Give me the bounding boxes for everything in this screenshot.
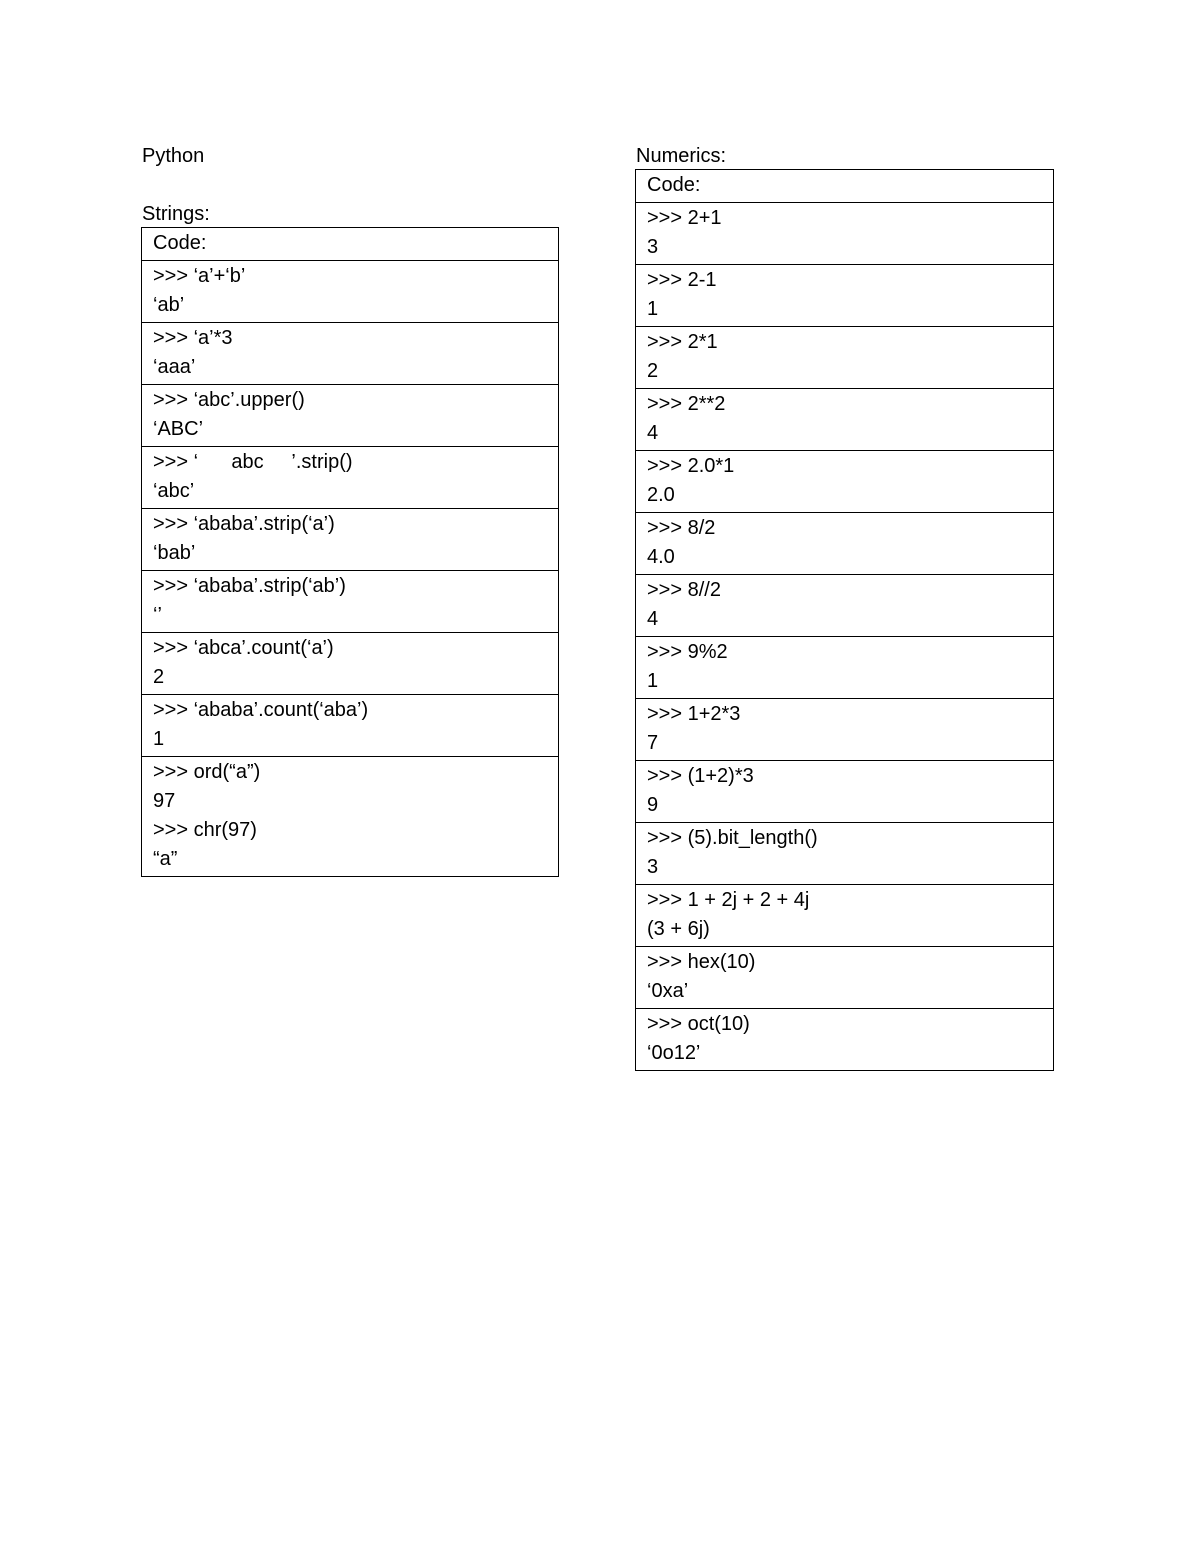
code-input: >>> chr(97) — [153, 819, 257, 841]
table-header-cell — [142, 228, 559, 261]
code-output: (3 + 6j) — [647, 918, 710, 940]
code-output: 7 — [647, 732, 659, 754]
code-input: >>> 8//2 — [647, 579, 721, 601]
table-row — [636, 637, 1054, 699]
table-row — [636, 513, 1054, 575]
numerics-table — [635, 169, 1054, 1071]
code-output: 2.0 — [647, 484, 675, 506]
code-output: “a” — [153, 848, 178, 870]
code-input: >>> hex(10) — [647, 951, 756, 973]
code-output: 3 — [647, 856, 659, 878]
code-input: >>> 2*1 — [647, 331, 718, 353]
code-input: >>> ‘a’+‘b’ — [153, 265, 246, 287]
code-cell — [636, 513, 1054, 575]
code-cell — [636, 761, 1054, 823]
code-output: 97 — [153, 790, 176, 812]
code-input: >>> oct(10) — [647, 1013, 750, 1035]
table-row — [142, 261, 559, 323]
code-cell — [636, 1009, 1054, 1071]
code-output: 1 — [647, 670, 659, 692]
code-input: >>> (5).bit_length() — [647, 827, 818, 849]
code-output: ‘’ — [153, 604, 162, 626]
table-row — [142, 385, 559, 447]
table-row — [142, 633, 559, 695]
code-cell — [636, 823, 1054, 885]
code-input: >>> ‘ababa’.strip(‘a’) — [153, 513, 335, 535]
table-row — [636, 823, 1054, 885]
code-cell — [142, 571, 559, 633]
code-input: >>> ‘ababa’.count(‘aba’) — [153, 699, 369, 721]
code-output: 2 — [153, 666, 165, 688]
code-cell — [142, 323, 559, 385]
table-header-cell — [636, 170, 1054, 203]
table-row — [636, 451, 1054, 513]
table-header-row — [636, 170, 1054, 203]
numerics-heading: Numerics: — [636, 145, 727, 167]
code-cell — [636, 575, 1054, 637]
code-output: ‘0o12’ — [647, 1042, 701, 1064]
code-output: 3 — [647, 236, 659, 258]
code-output: 2 — [647, 360, 659, 382]
code-input: >>> ‘abca’.count(‘a’) — [153, 637, 334, 659]
table-row — [636, 203, 1054, 265]
code-output: ‘bab’ — [153, 542, 196, 564]
code-cell — [636, 699, 1054, 761]
code-input: >>> ‘abc’.upper() — [153, 389, 305, 411]
code-input: >>> ‘ abc ’.strip() — [153, 451, 353, 473]
table-row — [636, 1009, 1054, 1071]
code-input: >>> (1+2)*3 — [647, 765, 754, 787]
header-label: Code: — [647, 174, 701, 196]
table-header-row — [142, 228, 559, 261]
code-output: 4 — [647, 608, 659, 630]
code-input: >>> 1 + 2j + 2 + 4j — [647, 889, 810, 911]
code-input: >>> 1+2*3 — [647, 703, 741, 725]
code-cell — [636, 203, 1054, 265]
table-row — [636, 265, 1054, 327]
code-cell — [142, 633, 559, 695]
code-input: >>> 2-1 — [647, 269, 717, 291]
header-label: Code: — [153, 232, 207, 254]
table-row — [636, 327, 1054, 389]
code-cell — [636, 265, 1054, 327]
table-row — [142, 509, 559, 571]
code-output: 1 — [647, 298, 659, 320]
strings-table — [141, 227, 559, 877]
table-row — [636, 575, 1054, 637]
code-cell — [142, 447, 559, 509]
code-input: >>> 9%2 — [647, 641, 728, 663]
code-cell — [142, 757, 559, 877]
table-row — [636, 885, 1054, 947]
table-row — [636, 761, 1054, 823]
code-cell — [636, 327, 1054, 389]
code-cell — [142, 261, 559, 323]
code-input: >>> ord(“a”) — [153, 761, 261, 783]
table-row — [142, 323, 559, 385]
document-title: Python — [142, 145, 205, 167]
code-input: >>> 2**2 — [647, 393, 726, 415]
code-output: ‘0xa’ — [647, 980, 689, 1002]
table-row — [142, 695, 559, 757]
code-cell — [142, 385, 559, 447]
code-output: ‘ab’ — [153, 294, 185, 316]
code-output: 4 — [647, 422, 659, 444]
code-cell — [636, 389, 1054, 451]
code-cell — [142, 695, 559, 757]
table-row — [636, 699, 1054, 761]
code-cell — [636, 637, 1054, 699]
code-output: ‘ABC’ — [153, 418, 204, 440]
code-output: 4.0 — [647, 546, 675, 568]
code-cell — [636, 451, 1054, 513]
table-row — [142, 571, 559, 633]
table-row — [636, 947, 1054, 1009]
code-output: 9 — [647, 794, 659, 816]
table-row — [142, 757, 559, 877]
code-input: >>> ‘a’*3 — [153, 327, 233, 349]
code-cell — [636, 947, 1054, 1009]
code-output: ‘abc’ — [153, 480, 195, 502]
code-input: >>> ‘ababa’.strip(‘ab’) — [153, 575, 346, 597]
table-row — [142, 447, 559, 509]
code-output: 1 — [153, 728, 165, 750]
code-cell — [636, 885, 1054, 947]
code-cell — [142, 509, 559, 571]
code-output: ‘aaa’ — [153, 356, 196, 378]
code-input: >>> 2.0*1 — [647, 455, 735, 477]
strings-heading: Strings: — [142, 203, 210, 225]
code-input: >>> 2+1 — [647, 207, 722, 229]
code-input: >>> 8/2 — [647, 517, 716, 539]
table-row — [636, 389, 1054, 451]
